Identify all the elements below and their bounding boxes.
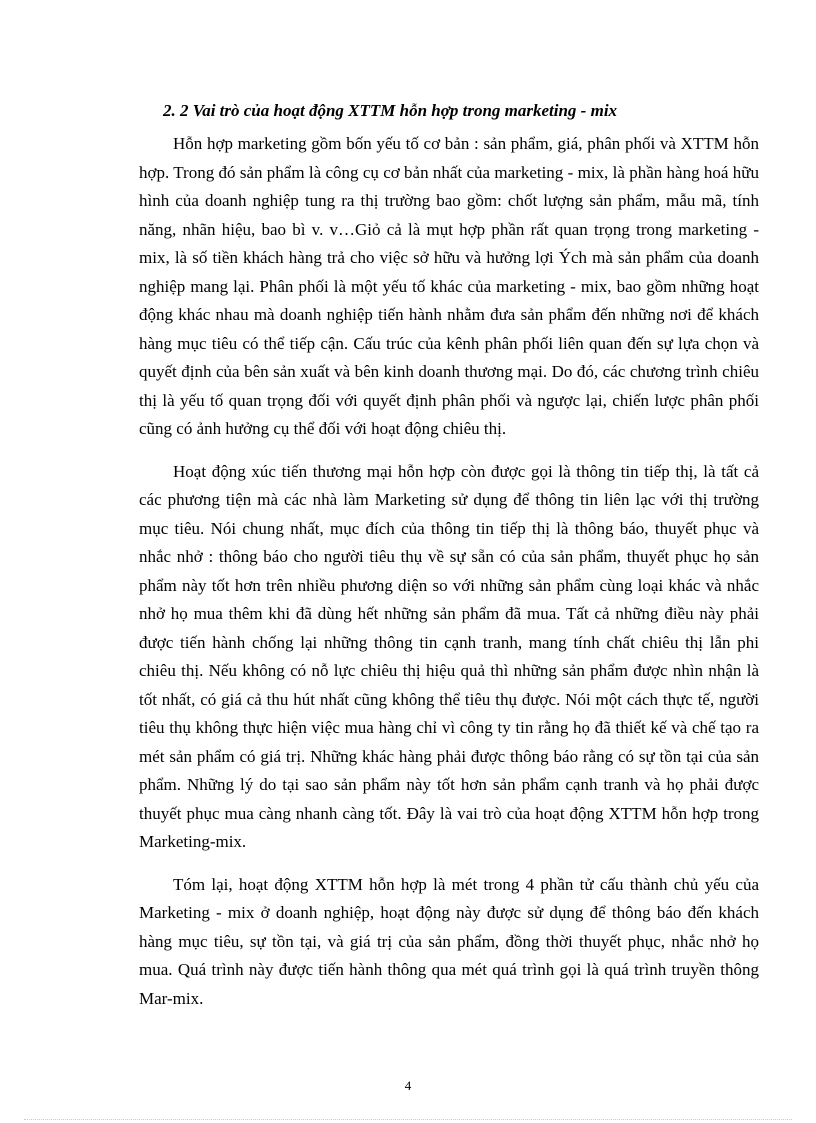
paragraph-2: Hoạt động xúc tiến thương mại hỗn hợp còn được gọi là thông tin tiếp thị, là tất cả các phương tiện mà các nhà làm Marketing sử dụng để thông tin liên lạc với thị trường mục tiêu. Nói chung nhất, mục đích của thông tin tiếp thị là thông báo, thuyết phục và nhắc nhở : thông báo cho người tiêu thụ về sự sẵn có của sản phẩm, thuyết phục họ sản phẩm này tốt hơn trên nhiều phương diện so với những sản phẩm cùng loại khác và nhắc nhở họ mua thêm khi đã dùng hết những sản phẩm đã mua. Tất cả những điều này phải được tiến hành chống lại những thông tin cạnh tranh, mang tính chất chiêu thị lẫn phi chiêu thị. Nếu không có nỗ lực chiêu thị hiệu quả thì những sản phẩm được nhìn nhận là tốt nhất, có giá cả thu hút nhất cũng không thể tiêu thụ được. Nói một cách thực tế, người tiêu thụ không thực hiện việc mua hàng chỉ vì công ty tin rằng họ đã thiết kế và chế tạo ra mét sản phẩm có giá trị. Những khác hàng phải được thông báo rằng có sự tồn tại của sản phẩm. Những lý do tại sao sản phẩm này tốt hơn sản phẩm cạnh tranh và họ phải được thuyết phục mua càng nhanh càng tốt. Đây là vai trò của hoạt động XTTM hỗn hợp trong Marketing-mix. — [139, 461, 759, 851]
paragraph-1: Hỗn hợp marketing gồm bốn yếu tố cơ bản : sản phẩm, giá, phân phối và XTTM hỗn hợp. Trong đó sản phẩm là công cụ cơ bản nhất của marketing - mix, là phần hàng hoá hữu hình của doanh nghiệp tung ra thị trường bao gồm: chốt lượng sản phẩm, mẫu mã, tính năng, nhãn hiệu, bao bì v. v…Giỏ cả là mụt hợp phần rất quan trọng trong marketing - mix, là số tiền khách hàng trả cho việc sở hữu và hưởng lợi Ých mà sản phẩm của doanh nghiệp mang lại. Phân phối là một yếu tố khác của marketing - mix, bao gồm những hoạt động khác nhau mà doanh nghiệp tiến hành nhằm đưa sản phẩm đến những nơi để khách hàng mục tiêu có thể tiếp cận. Cấu trúc của kênh phân phối liên quan đến sự lựa chọn và quyết định của bên sản xuất và bên kinh doanh thương mại. Do đó, các chương trình chiêu thị là yếu tố quan trọng đối với quyết định phân phối và ngược lại, chiến lược phân phối cũng có ảnh hưởng cụ thể đối với hoạt động chiêu thị. — [139, 134, 759, 438]
paragraph-3: Tóm lại, hoạt động XTTM hỗn hợp là mét trong 4 phần tử cấu thành chủ yếu của Marketing - mix ở doanh nghiệp, hoạt động này được sử dụng để thông báo đến khách hàng mục tiêu, sự tồn tại, và giá trị của sản phẩm, đồng thời thuyết phục, nhắc nhở họ mua. Quá trình này được tiến hành thông qua mét quá trình gọi là quá trình truyền thông Mar-mix. — [139, 874, 759, 1008]
page-content — [139, 98, 759, 1027]
section-heading: 2. 2 Vai trò của hoạt động XTTM hỗn hợp trong marketing - mix — [163, 101, 618, 120]
page-number: 4 — [404, 1078, 412, 1093]
page-break-divider — [24, 1119, 792, 1120]
